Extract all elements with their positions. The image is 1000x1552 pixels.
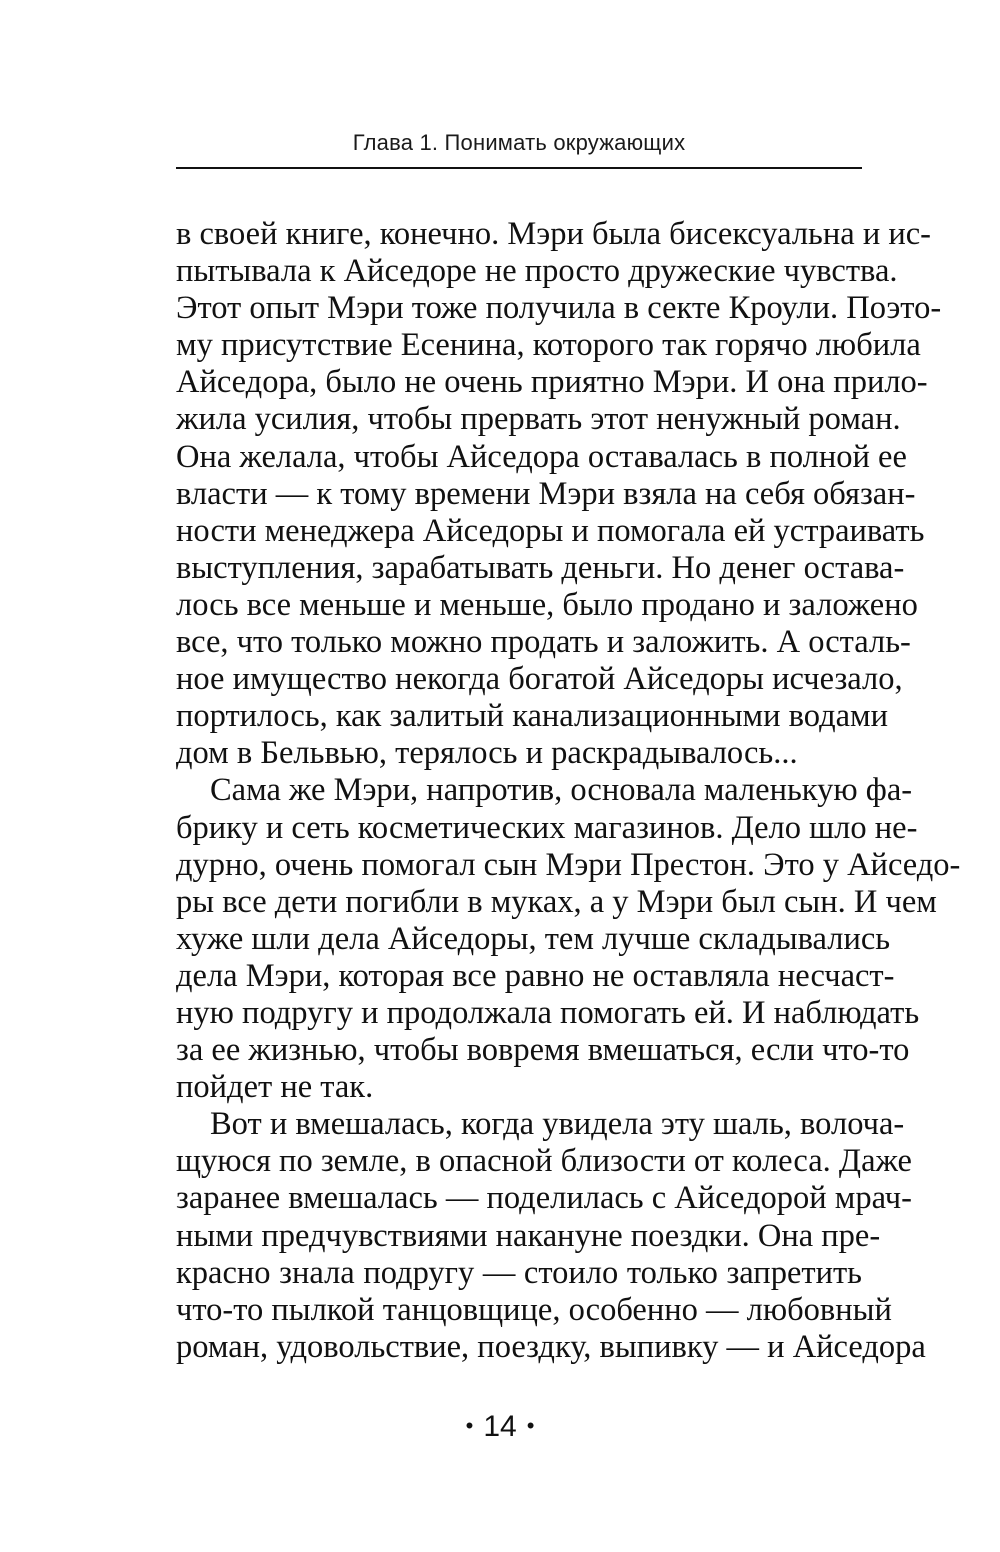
text-line: ную подругу и продолжала помогать ей. И наблюдать [176,994,920,1031]
text-line: ное имущество некогда богатой Айседоры исчезало, [176,661,903,698]
bullet-ornament-left: • [465,1413,474,1438]
text-line: пойдет не так. [176,1069,374,1106]
text-line: щуюся по земле, в опасной близости от колеса. Даже [176,1143,912,1180]
text-line: за ее жизнью, чтобы вовремя вмешаться, если что-то [176,1032,910,1069]
header-rule [176,167,862,169]
page-number: 14 [483,1410,517,1443]
bullet-ornament-right: • [526,1413,535,1438]
text-line: му присутствие Есенина, которого так горячо любила [176,327,921,364]
text-line: дом в Бельвью, терялось и раскрадывалось... [176,735,798,772]
text-line: Этот опыт Мэри тоже получила в секте Кроули. Поэто- [176,290,942,327]
running-head-title: Глава 1. Понимать окружающих [352,130,686,155]
text-line: жила усилия, чтобы прервать этот ненужный роман. [176,401,901,438]
text-line: дела Мэри, которая все равно не оставляла несчаст- [176,957,895,994]
text-line: портилось, как залитый канализационными водами [176,698,888,735]
text-line: красно знала подругу — стоило только запретить [176,1254,862,1291]
text-line: роман, удовольствие, поездку, выпивку — и Айседора [176,1328,926,1365]
text-line: Вот и вмешалась, когда увидела эту шаль, волоча- [210,1106,905,1143]
text-line: что-то пылкой танцовщице, особенно — любовный [176,1291,892,1328]
text-line: Сама же Мэри, напротив, основала маленькую фа- [210,772,913,809]
text-line: Она желала, чтобы Айседора оставалась в полной ее [176,438,907,475]
text-line: ности менеджера Айседоры и помогала ей устраивать [176,512,925,549]
text-line: власти — к тому времени Мэри взяла на себя обязан- [176,475,916,512]
text-line: все, что только можно продать и заложить. А осталь- [176,624,911,661]
text-line: ры все дети погибли в муках, а у Мэри был сын. И чем [176,883,937,920]
text-line: хуже шли дела Айседоры, тем лучше складывались [176,920,891,957]
text-line: лось все меньше и меньше, было продано и заложено [176,586,918,623]
text-line: в своей книге, конечно. Мэри была бисексуальна и ис- [176,216,931,252]
text-line: ными предчувствиями накануне поездки. Она пре- [176,1217,881,1254]
page-number-footer [0,1410,1000,1444]
text-line: пытывала к Айседоре не просто дружеские чувства. [176,253,898,290]
text-line: заранее вмешалась — поделилась с Айседорой мрач- [176,1180,912,1217]
text-line: Айседора, было не очень приятно Мэри. И она прило- [176,364,928,401]
text-line: выступления, зарабатывать деньги. Но денег остава- [176,549,905,586]
text-line: дурно, очень помогал сын Мэри Престон. Это у Айседо- [176,846,961,883]
text-line: брику и сеть косметических магазинов. Дело шло не- [176,809,918,846]
body-text [176,216,961,1366]
